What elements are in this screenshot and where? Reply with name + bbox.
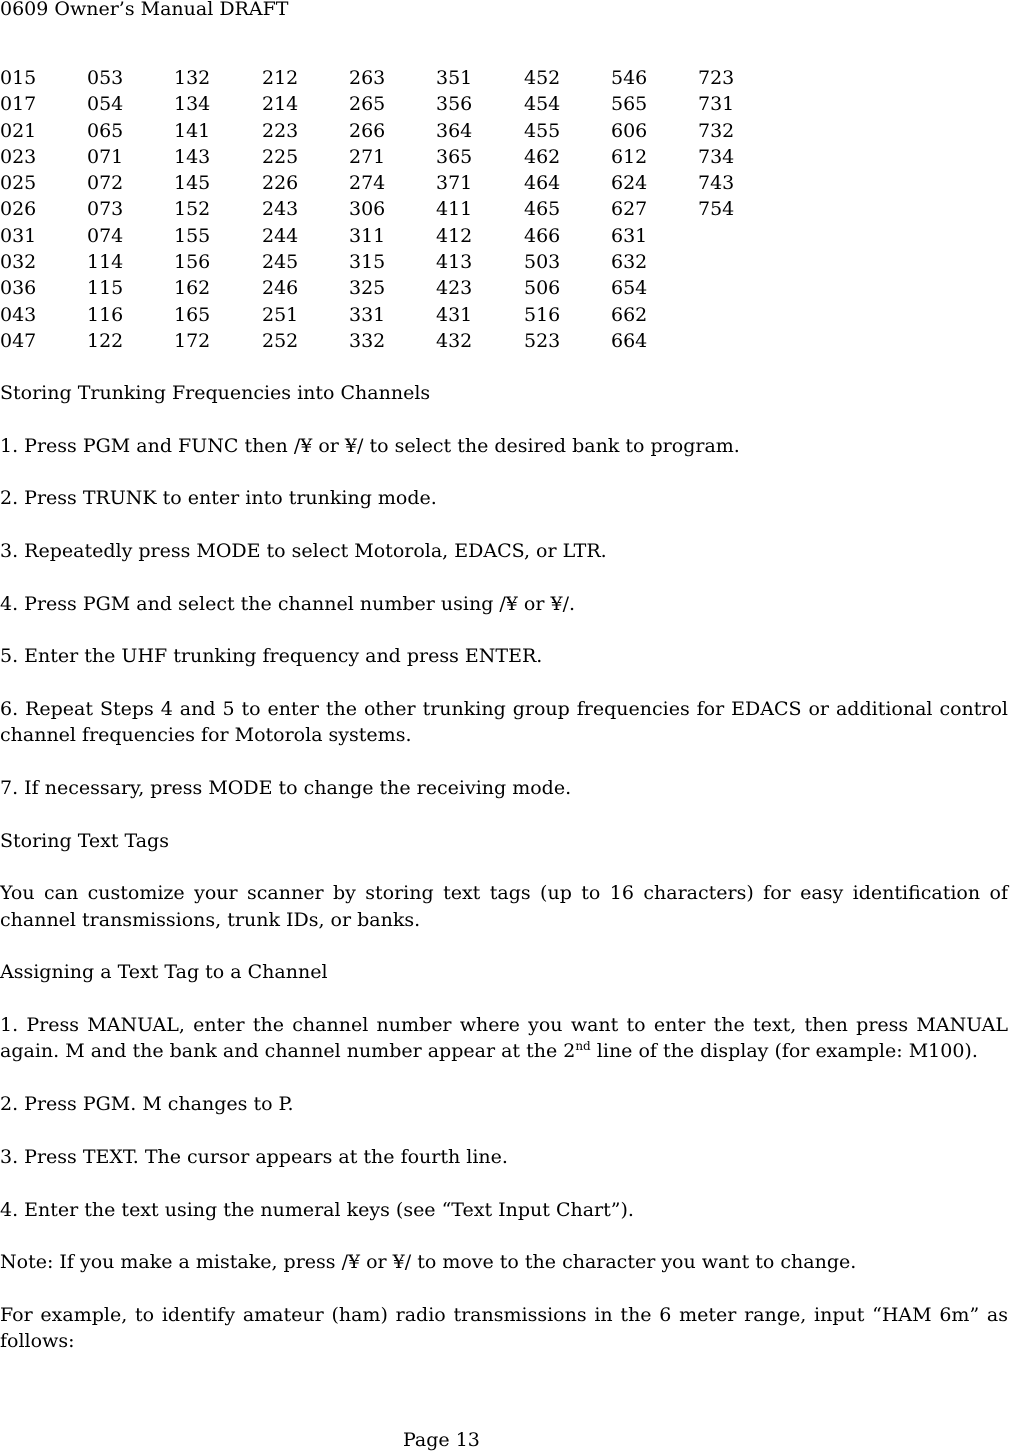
code-cell: 332 bbox=[349, 329, 386, 352]
code-cell: 245 bbox=[262, 251, 299, 274]
code-cell: 054 bbox=[87, 93, 124, 116]
code-cell: 364 bbox=[436, 119, 473, 142]
code-cell: 043 bbox=[0, 303, 37, 326]
code-cell: 214 bbox=[262, 93, 299, 116]
code-cell: 225 bbox=[262, 145, 299, 168]
instruction-step: 2. Press PGM. M changes to P. bbox=[0, 1093, 294, 1116]
instruction-step: 5. Enter the UHF trunking frequency and press ENTER. bbox=[0, 645, 543, 668]
code-cell: 423 bbox=[436, 277, 473, 300]
code-cell: 503 bbox=[524, 251, 561, 274]
code-cell: 431 bbox=[436, 303, 473, 326]
code-cell: 152 bbox=[174, 198, 211, 221]
code-cell: 122 bbox=[87, 329, 124, 352]
code-cell: 172 bbox=[174, 329, 211, 352]
manual-body bbox=[0, 380, 1008, 1381]
code-cell: 464 bbox=[524, 172, 561, 195]
code-cell: 612 bbox=[611, 145, 648, 168]
code-column bbox=[698, 65, 734, 223]
code-column bbox=[262, 65, 298, 354]
code-cell: 263 bbox=[349, 67, 386, 89]
code-cell: 025 bbox=[0, 172, 37, 195]
code-cell: 413 bbox=[436, 251, 473, 274]
ordinal-suffix: nd bbox=[575, 1039, 591, 1054]
code-cell: 452 bbox=[524, 67, 561, 89]
code-cell: 465 bbox=[524, 198, 561, 221]
code-column bbox=[524, 65, 560, 354]
code-cell: 664 bbox=[611, 329, 648, 352]
code-cell: 432 bbox=[436, 329, 473, 352]
code-cell: 266 bbox=[349, 119, 386, 142]
code-cell: 271 bbox=[349, 145, 386, 168]
code-cell: 662 bbox=[611, 303, 648, 326]
code-cell: 455 bbox=[524, 119, 561, 142]
code-cell: 356 bbox=[436, 93, 473, 116]
paragraph: You can customize your scanner by storing text tags (up to 16 characters) for easy identification of channel transmissions, trunk IDs, or banks. bbox=[0, 882, 1008, 931]
code-cell: 047 bbox=[0, 329, 37, 352]
code-cell: 631 bbox=[611, 224, 648, 247]
code-cell: 523 bbox=[524, 329, 561, 352]
instruction-step: 3. Press TEXT. The cursor appears at the fourth line. bbox=[0, 1145, 508, 1168]
code-cell: 141 bbox=[174, 119, 211, 142]
code-column bbox=[436, 65, 472, 354]
code-cell: 053 bbox=[87, 67, 124, 89]
code-cell: 516 bbox=[524, 303, 561, 326]
section-heading: Assigning a Text Tag to a Channel bbox=[0, 961, 328, 984]
code-cell: 143 bbox=[174, 145, 211, 168]
note: Note: If you make a mistake, press /¥ or ¥/ to move to the character you want to change. bbox=[0, 1251, 857, 1274]
code-cell: 114 bbox=[87, 251, 124, 274]
code-cell: 654 bbox=[611, 277, 648, 300]
code-cell: 017 bbox=[0, 93, 37, 116]
code-cell: 274 bbox=[349, 172, 386, 195]
code-cell: 252 bbox=[262, 329, 299, 352]
code-cell: 072 bbox=[87, 172, 124, 195]
code-cell: 251 bbox=[262, 303, 299, 326]
code-cell: 743 bbox=[698, 172, 735, 195]
code-cell: 351 bbox=[436, 67, 473, 89]
code-column bbox=[349, 65, 385, 354]
instruction-step: 1. Press PGM and FUNC then /¥ or ¥/ to select the desired bank to program. bbox=[0, 434, 740, 457]
code-cell: 031 bbox=[0, 224, 37, 247]
code-cell: 026 bbox=[0, 198, 37, 221]
code-cell: 632 bbox=[611, 251, 648, 274]
code-cell: 265 bbox=[349, 93, 386, 116]
code-cell: 734 bbox=[698, 145, 735, 168]
code-cell: 155 bbox=[174, 224, 211, 247]
code-cell: 243 bbox=[262, 198, 299, 221]
code-cell: 074 bbox=[87, 224, 124, 247]
code-cell: 246 bbox=[262, 277, 299, 300]
code-cell: 411 bbox=[436, 198, 473, 221]
code-cell: 145 bbox=[174, 172, 211, 195]
code-cell: 226 bbox=[262, 172, 299, 195]
instruction-step: 3. Repeatedly press MODE to select Motorola, EDACS, or LTR. bbox=[0, 540, 607, 563]
code-cell: 325 bbox=[349, 277, 386, 300]
code-cell: 723 bbox=[698, 67, 735, 89]
code-cell: 732 bbox=[698, 119, 735, 142]
code-cell: 506 bbox=[524, 277, 561, 300]
code-cell: 371 bbox=[436, 172, 473, 195]
page-number: Page 13 bbox=[403, 1429, 480, 1451]
code-cell: 754 bbox=[698, 198, 735, 221]
code-cell: 015 bbox=[0, 67, 37, 89]
code-cell: 244 bbox=[262, 224, 299, 247]
code-cell: 223 bbox=[262, 119, 299, 142]
instruction-step: 4. Press PGM and select the channel number using /¥ or ¥/. bbox=[0, 592, 576, 615]
step-text: line of the display (for example: M100). bbox=[590, 1040, 978, 1063]
code-cell: 065 bbox=[87, 119, 124, 142]
code-cell: 021 bbox=[0, 119, 37, 142]
code-cell: 412 bbox=[436, 224, 473, 247]
instruction-step bbox=[0, 1012, 1008, 1065]
section-heading: Storing Text Tags bbox=[0, 829, 169, 852]
code-cell: 134 bbox=[174, 93, 211, 116]
code-cell: 165 bbox=[174, 303, 211, 326]
instruction-step: 7. If necessary, press MODE to change the receiving mode. bbox=[0, 777, 572, 800]
code-column bbox=[87, 65, 123, 354]
instruction-step: 2. Press TRUNK to enter into trunking mode. bbox=[0, 487, 437, 510]
instruction-step: 4. Enter the text using the numeral keys (see “Text Input Chart”). bbox=[0, 1198, 634, 1221]
code-cell: 365 bbox=[436, 145, 473, 168]
code-cell: 565 bbox=[611, 93, 648, 116]
code-cell: 115 bbox=[87, 277, 124, 300]
step-text: 1. Press MANUAL, enter the channel number where you want to enter the text, then press MANUAL again. M and the bank and channel number appear at the 2 bbox=[0, 1014, 1008, 1063]
code-column bbox=[174, 65, 210, 354]
code-cell: 132 bbox=[174, 67, 211, 89]
code-cell: 731 bbox=[698, 93, 735, 116]
code-cell: 315 bbox=[349, 251, 386, 274]
code-cell: 466 bbox=[524, 224, 561, 247]
code-cell: 071 bbox=[87, 145, 124, 168]
section-heading: Storing Trunking Frequencies into Channels bbox=[0, 382, 431, 404]
code-cell: 023 bbox=[0, 145, 37, 168]
code-cell: 546 bbox=[611, 67, 648, 89]
code-cell: 156 bbox=[174, 251, 211, 274]
code-cell: 627 bbox=[611, 198, 648, 221]
code-cell: 331 bbox=[349, 303, 386, 326]
paragraph: For example, to identify amateur (ham) radio transmissions in the 6 meter range, input “HAM 6m” as follows: bbox=[0, 1303, 1008, 1353]
code-cell: 116 bbox=[87, 303, 124, 326]
code-column bbox=[0, 65, 36, 354]
code-cell: 624 bbox=[611, 172, 648, 195]
code-cell: 606 bbox=[611, 119, 648, 142]
code-column bbox=[611, 65, 647, 354]
code-cell: 073 bbox=[87, 198, 124, 221]
code-cell: 162 bbox=[174, 277, 211, 300]
code-cell: 454 bbox=[524, 93, 561, 116]
code-cell: 306 bbox=[349, 198, 386, 221]
page-header: 0609 Owner’s Manual DRAFT bbox=[0, 0, 289, 20]
code-cell: 036 bbox=[0, 277, 37, 300]
code-cell: 032 bbox=[0, 251, 37, 274]
code-cell: 311 bbox=[349, 224, 386, 247]
instruction-step: 6. Repeat Steps 4 and 5 to enter the other trunking group frequencies for EDACS or additional control channel frequencies for Motorola systems. bbox=[0, 698, 1008, 747]
code-cell: 462 bbox=[524, 145, 561, 168]
code-cell: 212 bbox=[262, 67, 299, 89]
